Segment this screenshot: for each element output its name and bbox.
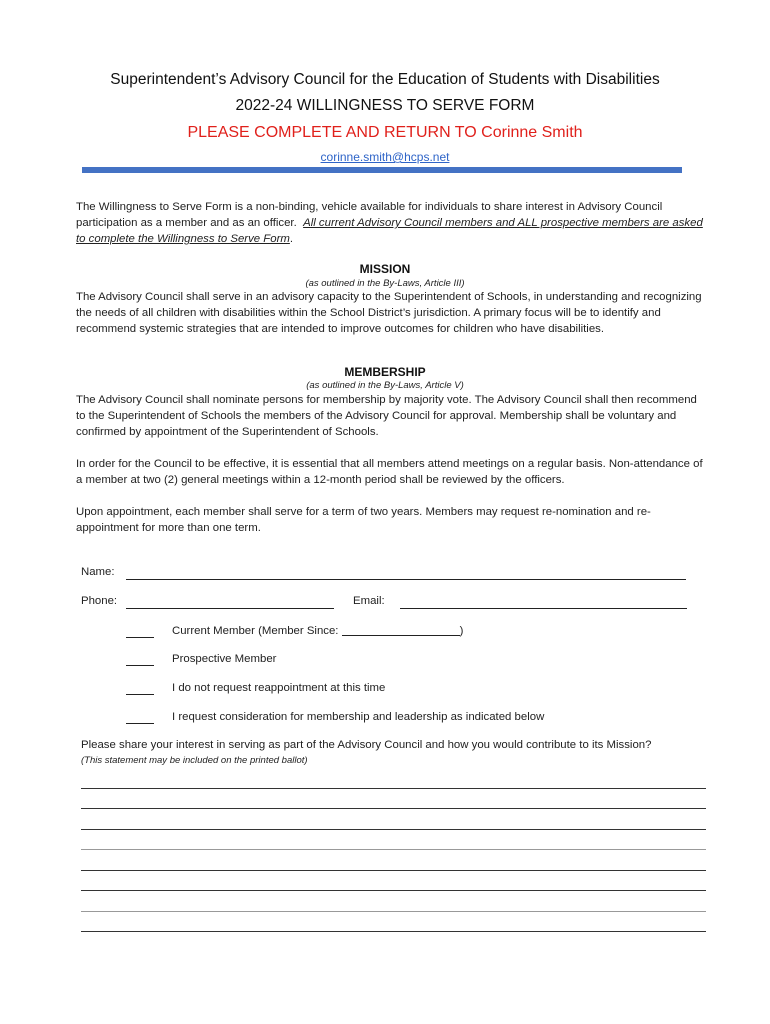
option-label: Current Member (Member Since: — [172, 625, 342, 637]
email-field[interactable] — [400, 608, 687, 609]
option-blank[interactable] — [126, 694, 154, 695]
response-line[interactable] — [81, 808, 706, 809]
option-label: I request consideration for membership and leadership as indicated below — [172, 711, 545, 723]
name-label: Name: — [81, 566, 115, 578]
option-blank[interactable] — [126, 637, 154, 638]
attendance-text: In order for the Council to be effective, it is essential that all members attend meetings on a regular basis. Non-attendance of a member at two (2) general meetings within a 12-month period shall be reviewed by the officers. — [76, 458, 703, 486]
option-blank[interactable] — [126, 723, 154, 724]
phone-field[interactable] — [126, 608, 334, 609]
option-blank[interactable] — [126, 665, 154, 666]
response-line[interactable] — [81, 911, 706, 912]
return-instruction: PLEASE COMPLETE AND RETURN TO Corinne Smith — [187, 124, 583, 141]
option-suffix: ) — [459, 625, 464, 637]
intro-text: The Willingness to Serve Form is a non-binding, vehicle available for individuals to share interest in Advisory Council participation as a member and as an officer. — [76, 201, 663, 229]
response-line[interactable] — [81, 931, 706, 932]
response-line[interactable] — [81, 870, 706, 871]
membership-text: The Advisory Council shall nominate persons for membership by majority vote. The Advisory Council shall then recommend to the Superintendent of Schools the members of the Advisory Council for approval. Membership shall be voluntary and confirmed by appointment of the Superintendent of Schools. — [76, 394, 697, 438]
intro-emphasis: All current Advisory Council members and ALL prospective members are asked to complete the Willingness to Serve Form — [76, 217, 703, 245]
membership-heading: MEMBERSHIP — [344, 365, 426, 379]
name-field[interactable] — [126, 579, 686, 580]
contact-email-link[interactable]: corinne.smith@hcps.net — [320, 150, 450, 164]
email-label: Email: — [353, 595, 385, 607]
membership-reference: (as outlined in the By-Laws, Article V) — [306, 380, 464, 391]
intro-paragraph — [76, 199, 704, 247]
response-line[interactable] — [81, 849, 706, 850]
intro-tail: . — [289, 233, 294, 245]
term-text: Upon appointment, each member shall serve for a term of two years. Members may request re-nomination and re-appointment for more than one term. — [76, 506, 651, 534]
mission-text: The Advisory Council shall serve in an advisory capacity to the Superintendent of Schools, in understanding and recognizing the needs of all children with disabilities within the School District’s jurisdiction. A primary focus will be to identify and recommend systemic strategies that are intended to improve outcomes for children who have disabilities. — [76, 291, 702, 335]
member-since-field[interactable] — [342, 635, 460, 636]
response-line[interactable] — [81, 829, 706, 830]
response-line[interactable] — [81, 890, 706, 891]
phone-label: Phone: — [81, 595, 118, 607]
option-label: I do not request reappointment at this time — [172, 682, 386, 694]
mission-heading: MISSION — [359, 262, 411, 276]
share-question: Please share your interest in serving as part of the Advisory Council and how you would contribute to its Mission? — [81, 739, 652, 751]
option-label: Prospective Member — [172, 653, 277, 665]
mission-reference: (as outlined in the By-Laws, Article III) — [305, 278, 465, 289]
form-title: Superintendent’s Advisory Council for the Education of Students with Disabilities — [110, 71, 660, 88]
header-divider — [82, 167, 682, 173]
response-line[interactable] — [81, 788, 706, 789]
share-note: (This statement may be included on the printed ballot) — [81, 755, 308, 766]
form-subtitle: 2022-24 WILLINGNESS TO SERVE FORM — [235, 97, 535, 114]
